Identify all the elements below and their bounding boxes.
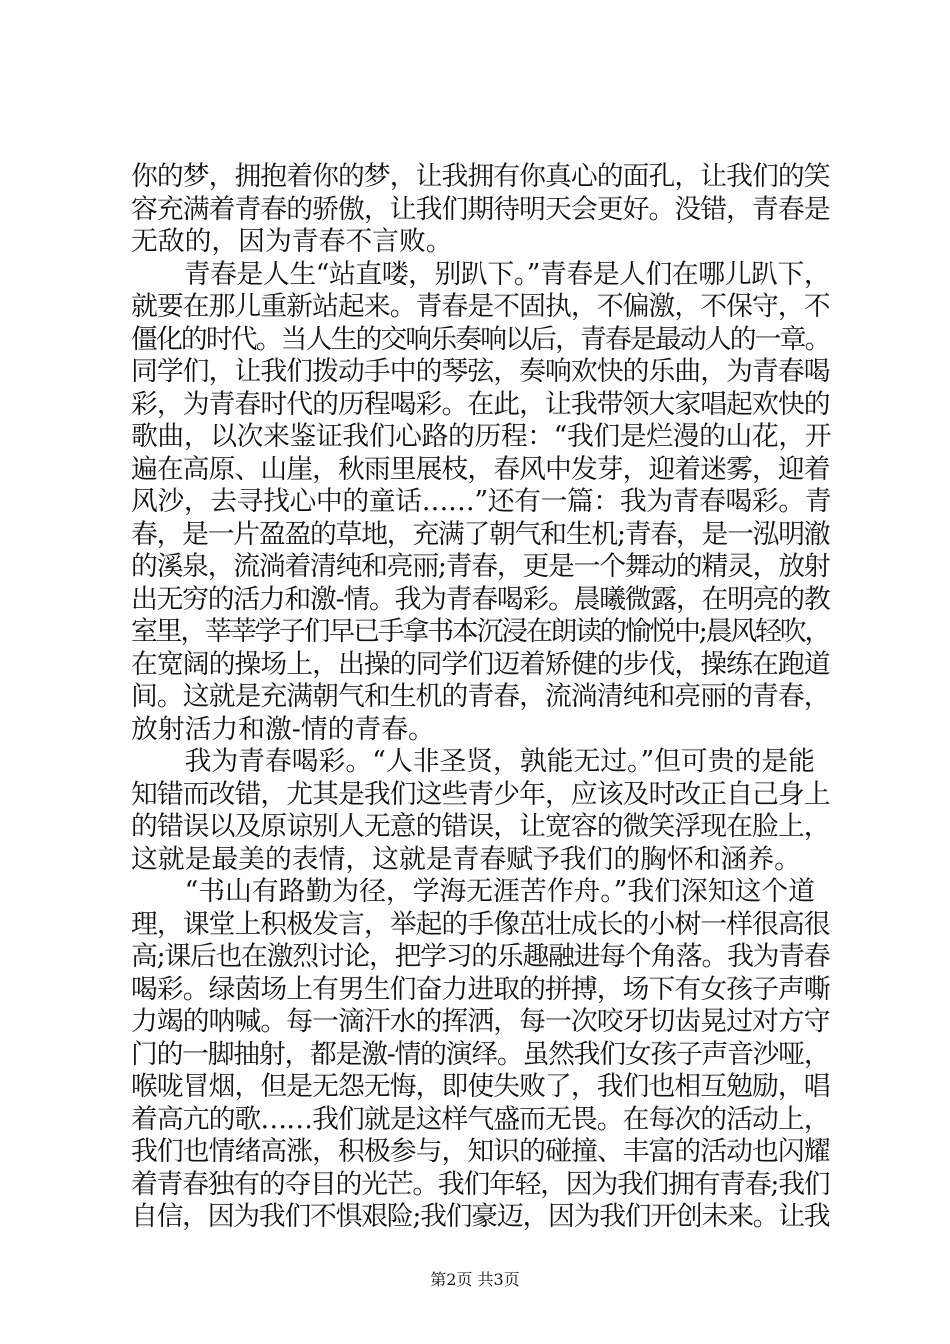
text-line: 僵化的时代。当人生的交响乐奏响以后，青春是最动人的一章。 xyxy=(131,323,830,355)
text-line: 理，课堂上积极发言，举起的手像茁壮成长的小树一样很高很 xyxy=(131,908,830,940)
text-line: 你的梦，拥抱着你的梦，让我拥有你真心的面孔，让我们的笑 xyxy=(131,161,830,192)
page-footer: 第2页 共3页 xyxy=(430,1270,520,1289)
text-line: 青春是人生“站直喽，别趴下。”青春是人们在哪儿趴下， xyxy=(131,258,831,290)
text-line: “书山有路勤为径，学海无涯苦作舟。”我们深知这个道 xyxy=(131,876,815,907)
text-line: 我们也情绪高涨，积极参与，知识的碰撞、丰富的活动也闪耀 xyxy=(131,1136,830,1167)
text-line: 歌曲，以次来鉴证我们心路的历程：“我们是烂漫的山花，开 xyxy=(131,421,832,452)
text-line: 着青春独有的夺目的光芒。我们年轻，因为我们拥有青春;我们 xyxy=(131,1168,830,1200)
text-line: 喝彩。绿茵场上有男生们奋力进取的拼搏，场下有女孩子声嘶 xyxy=(131,973,830,1005)
text-line: 高;课后也在激烈讨论，把学习的乐趣融进每个角落。我为青春 xyxy=(131,941,830,972)
text-line: 我为青春喝彩。“人非圣贤，孰能无过。”但可贵的是能 xyxy=(131,746,815,777)
text-line: 同学们，让我们拨动手中的琴弦，奏响欢快的乐曲，为青春喝 xyxy=(131,356,830,387)
text-line: 门的一脚抽射，都是激-情的演绎。虽然我们女孩子声音沙哑， xyxy=(131,1038,830,1070)
text-line: 无敌的，因为青春不言败。 xyxy=(131,226,453,257)
text-line: 间。这就是充满朝气和生机的青春，流淌清纯和亮丽的青春， xyxy=(131,681,830,712)
text-line: 的错误以及原谅别人无意的错误，让宽容的微笑浮现在脸上， xyxy=(131,811,830,842)
text-line: 就要在那儿重新站起来。青春是不固执，不偏激，不保守，不 xyxy=(131,291,830,322)
text-line: 彩，为青春时代的历程喝彩。在此，让我带领大家唱起欢快的 xyxy=(131,388,830,420)
text-line: 力竭的呐喊。每一滴汗水的挥洒，每一次咬牙切齿晃过对方守 xyxy=(131,1006,830,1037)
text-line: 这就是最美的表情，这就是青春赋予我们的胸怀和涵养。 xyxy=(131,843,801,875)
text-line: 风沙，去寻找心中的童话……”还有一篇：我为青春喝彩。青 xyxy=(131,486,832,517)
text-line: 喉咙冒烟，但是无怨无悔，即使失败了，我们也相互勉励，唱 xyxy=(131,1071,830,1102)
text-line: 自信，因为我们不惧艰险;我们豪迈，因为我们开创未来。让我 xyxy=(131,1201,830,1232)
text-line: 知错而改错，尤其是我们这些青少年，应该及时改正自己身上 xyxy=(131,778,830,810)
text-line: 放射活力和激-情的青春。 xyxy=(131,713,435,745)
text-line: 出无穷的活力和激-情。我为青春喝彩。晨曦微露，在明亮的教 xyxy=(131,583,830,615)
text-line: 室里，莘莘学子们早已手拿书本沉浸在朗读的愉悦中;晨风轻吹， xyxy=(131,616,830,647)
text-line: 的溪泉，流淌着清纯和亮丽;青春，更是一个舞动的精灵，放射 xyxy=(131,551,830,582)
text-line: 着高亢的歌……我们就是这样气盛而无畏。在每次的活动上， xyxy=(131,1103,830,1135)
text-line: 遍在高原、山崖，秋雨里展枝，春风中发芽，迎着迷雾，迎着 xyxy=(131,453,830,485)
text-line: 在宽阔的操场上，出操的同学们迈着矫健的步伐，操练在跑道 xyxy=(131,648,830,680)
text-line: 春，是一片盈盈的草地，充满了朝气和生机;青春，是一泓明澈 xyxy=(131,518,830,550)
text-line: 容充满着青春的骄傲，让我们期待明天会更好。没错，青春是 xyxy=(131,193,830,225)
